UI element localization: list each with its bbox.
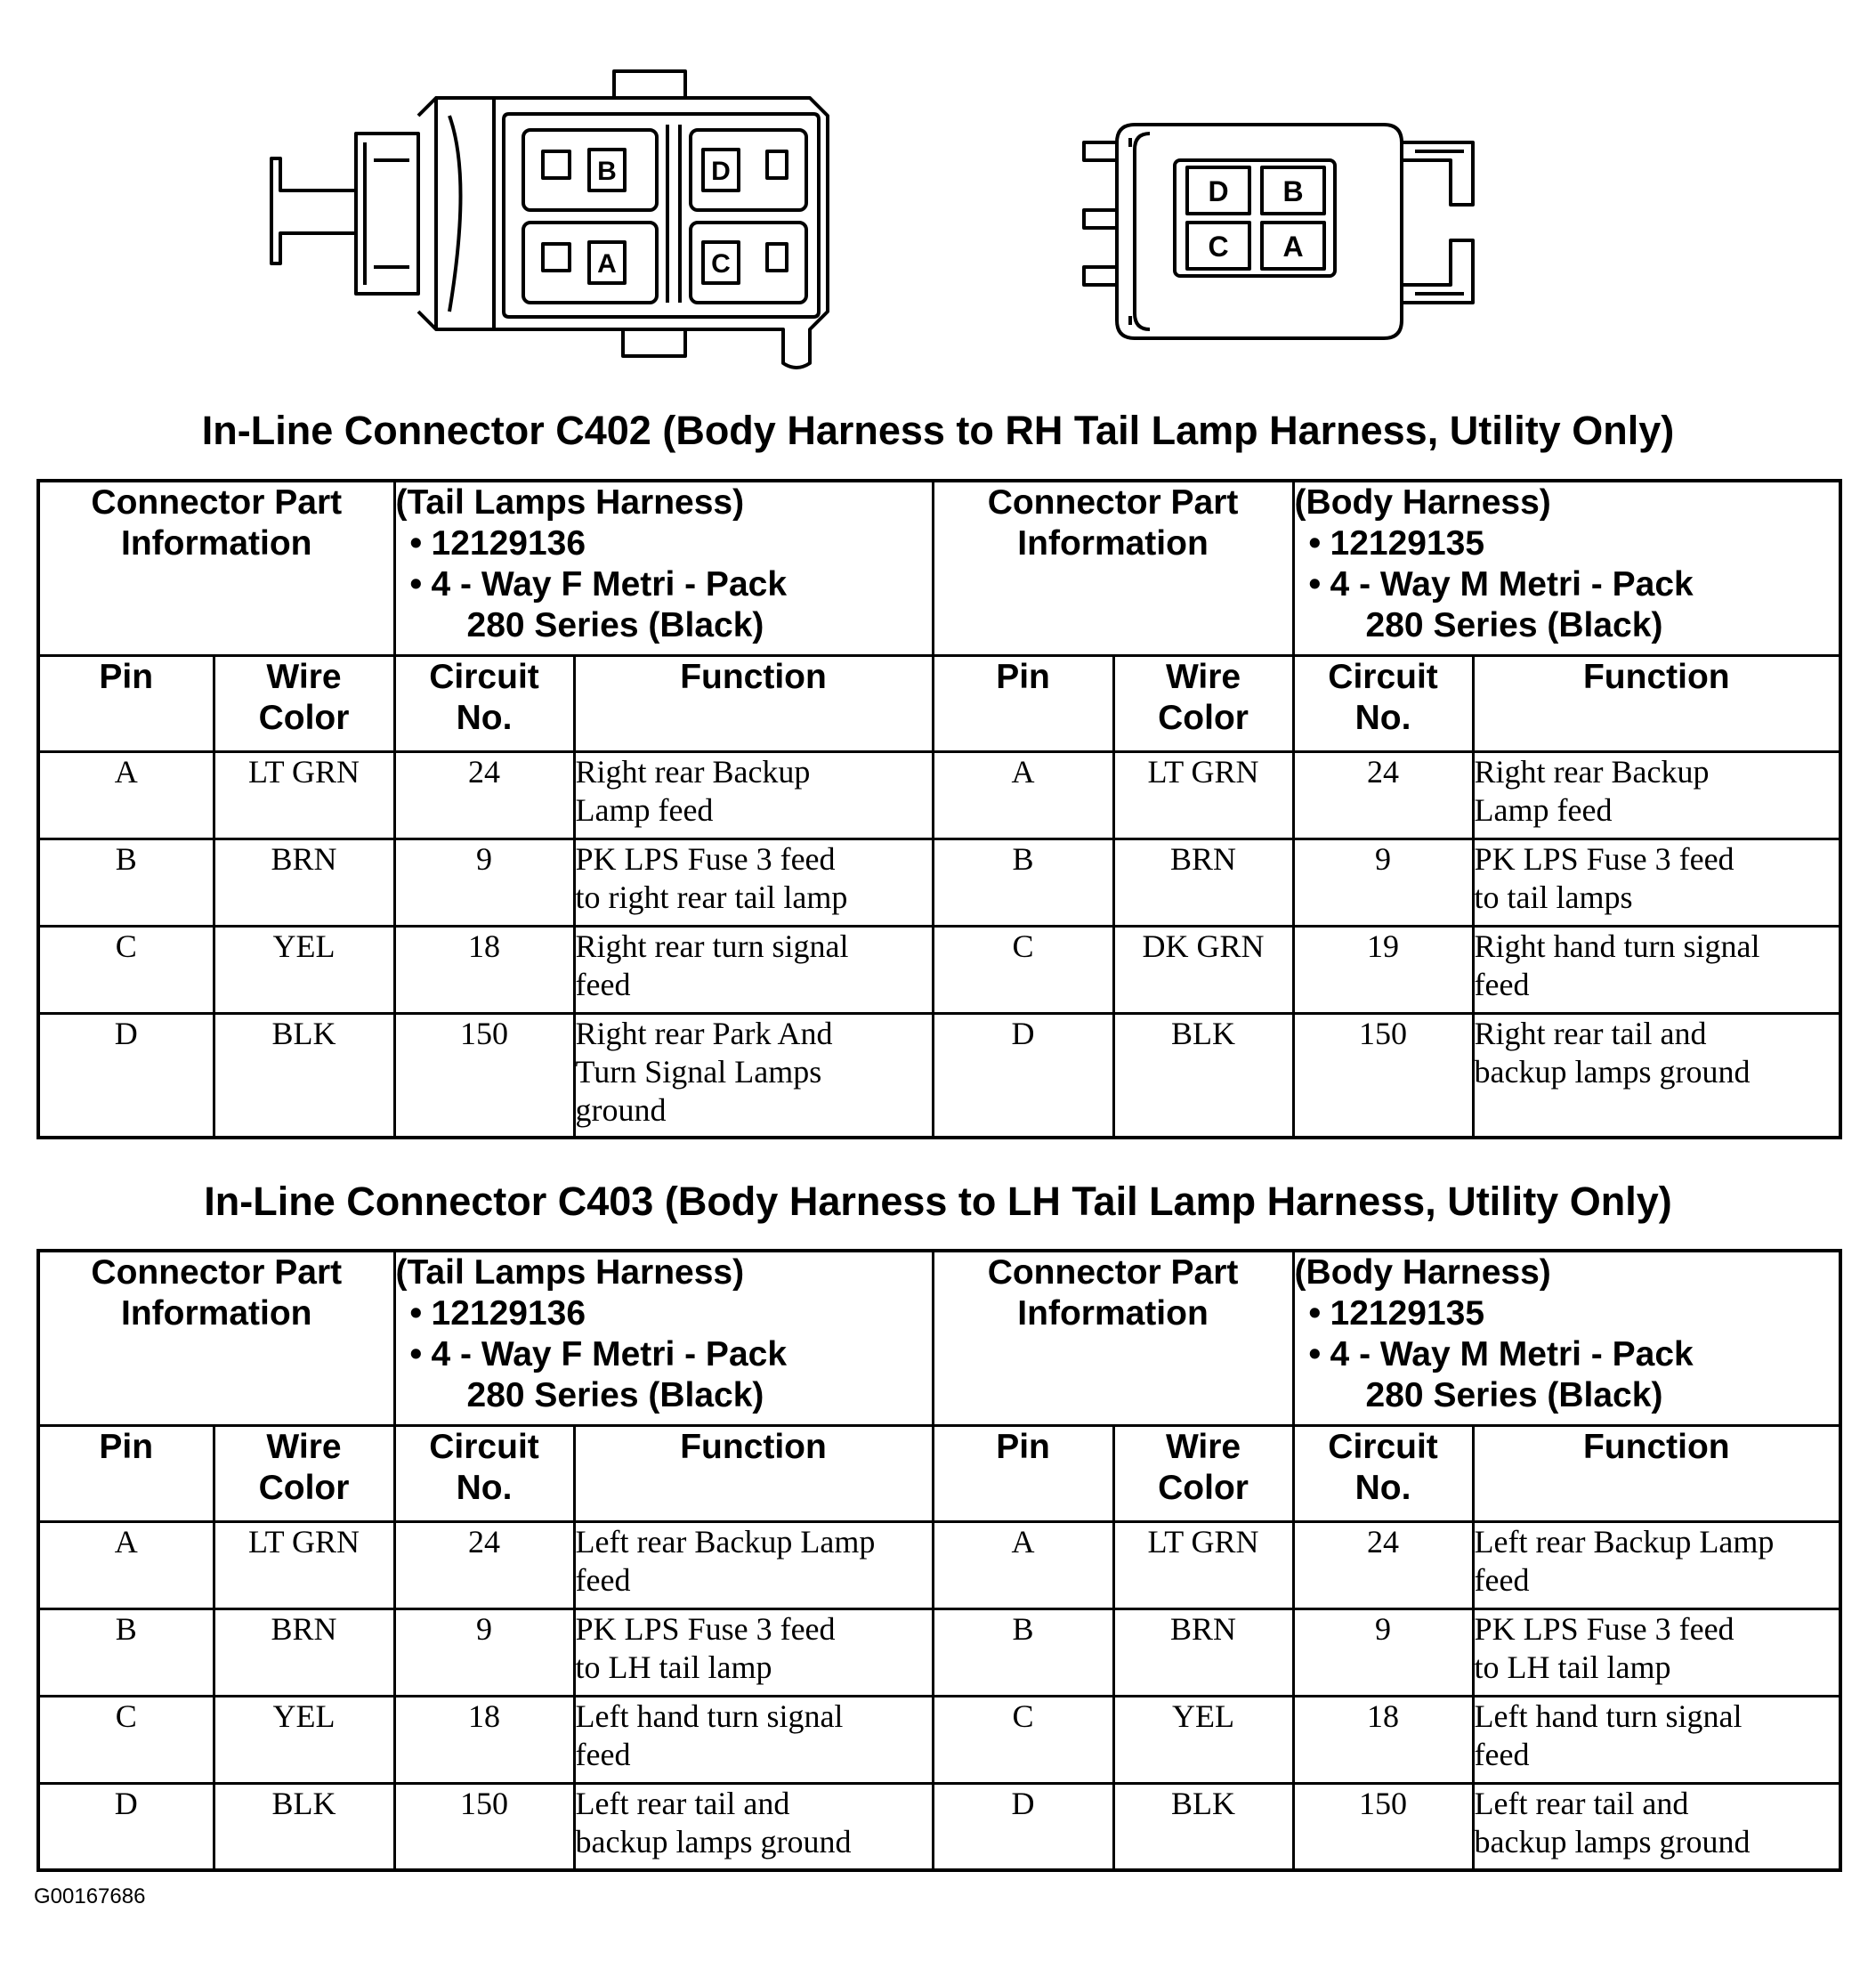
- pin-cell: B: [38, 1608, 214, 1696]
- circuit-cell: 18: [1293, 1696, 1473, 1783]
- pin-cell: A: [38, 751, 214, 839]
- circuit-cell: 150: [394, 1013, 574, 1138]
- function-header: Function: [1473, 655, 1840, 751]
- pin-cell: D: [933, 1783, 1113, 1870]
- circuit-cell: 18: [394, 1696, 574, 1783]
- wire-color-cell: BRN: [1113, 1608, 1293, 1696]
- circuit-cell: 24: [1293, 751, 1473, 839]
- table-row: [38, 1696, 1840, 1783]
- table-row: [38, 1013, 1840, 1138]
- body-harness-spec: (Body Harness) • 12129135 • 4 - Way M Metri - Pack 280 Series (Black): [1293, 1251, 1840, 1425]
- wire-color-cell: LT GRN: [1113, 1521, 1293, 1608]
- table-row: [38, 926, 1840, 1013]
- wire-color-cell: DK GRN: [1113, 926, 1293, 1013]
- pin-cell: A: [38, 1521, 214, 1608]
- function-cell: Left hand turn signal feed: [1473, 1696, 1840, 1783]
- circuit-cell: 9: [394, 1608, 574, 1696]
- wire-color-cell: BRN: [214, 1608, 394, 1696]
- circuit-cell: 24: [1293, 1521, 1473, 1608]
- circuit-cell: 9: [394, 839, 574, 926]
- circuit-cell: 18: [394, 926, 574, 1013]
- column-header-row: [38, 1425, 1840, 1521]
- wire-color-header: Wire Color: [1113, 1425, 1293, 1521]
- function-cell: Right hand turn signal feed: [1473, 926, 1840, 1013]
- function-cell: Left hand turn signal feed: [574, 1696, 933, 1783]
- connector-c403-title: In-Line Connector C403 (Body Harness to LH Tail Lamp Harness, Utility Only): [204, 1179, 1672, 1224]
- pin-cell: D: [38, 1783, 214, 1870]
- function-header: Function: [1473, 1425, 1840, 1521]
- function-cell: Left rear Backup Lamp feed: [574, 1521, 933, 1608]
- function-cell: PK LPS Fuse 3 feed to tail lamps: [1473, 839, 1840, 926]
- wire-color-cell: YEL: [214, 926, 394, 1013]
- table-row: [38, 1783, 1840, 1870]
- wire-color-cell: BLK: [214, 1783, 394, 1870]
- function-header: Function: [574, 1425, 933, 1521]
- female-pin-label: B: [597, 157, 617, 186]
- pin-header: Pin: [933, 655, 1113, 751]
- pin-cell: D: [38, 1013, 214, 1138]
- pin-header: Pin: [38, 655, 214, 751]
- function-cell: Right rear Park And Turn Signal Lamps ground: [574, 1013, 933, 1138]
- function-cell: Left rear tail and backup lamps ground: [1473, 1783, 1840, 1870]
- pin-header: Pin: [933, 1425, 1113, 1521]
- wire-color-header: Wire Color: [214, 1425, 394, 1521]
- function-cell: PK LPS Fuse 3 feed to LH tail lamp: [1473, 1608, 1840, 1696]
- circuit-no-header: Circuit No.: [1293, 1425, 1473, 1521]
- connector-c402-title: In-Line Connector C402 (Body Harness to RH Tail Lamp Harness, Utility Only): [201, 408, 1675, 453]
- circuit-no-header: Circuit No.: [394, 1425, 574, 1521]
- wire-color-cell: BLK: [1113, 1013, 1293, 1138]
- pin-cell: A: [933, 751, 1113, 839]
- wire-color-cell: YEL: [1113, 1696, 1293, 1783]
- connector-c403-table: [36, 1249, 1842, 1872]
- function-header: Function: [574, 655, 933, 751]
- body-harness-spec: (Body Harness) • 12129135 • 4 - Way M Metri - Pack 280 Series (Black): [1293, 481, 1840, 655]
- table-row: [38, 839, 1840, 926]
- male-pin-label: C: [1208, 231, 1229, 263]
- function-cell: Right rear Backup Lamp feed: [1473, 751, 1840, 839]
- connector-part-info-label: Connector Part Information: [933, 481, 1293, 655]
- function-cell: Left rear tail and backup lamps ground: [574, 1783, 933, 1870]
- male-pin-label: B: [1282, 175, 1304, 207]
- circuit-no-header: Circuit No.: [1293, 655, 1473, 751]
- table-row: [38, 1608, 1840, 1696]
- connector-info-row: [38, 1251, 1840, 1425]
- wire-color-cell: BLK: [214, 1013, 394, 1138]
- function-cell: PK LPS Fuse 3 feed to right rear tail lamp: [574, 839, 933, 926]
- pin-cell: A: [933, 1521, 1113, 1608]
- table-row: [38, 1521, 1840, 1608]
- connector-part-info-label: Connector Part Information: [38, 481, 394, 655]
- figure-id: G00167686: [34, 1884, 146, 1908]
- tail-lamps-harness-spec: (Tail Lamps Harness) • 12129136 • 4 - Way F Metri - Pack 280 Series (Black): [394, 481, 933, 655]
- female-pin-label: C: [711, 249, 731, 279]
- wire-color-cell: LT GRN: [1113, 751, 1293, 839]
- pin-cell: B: [933, 839, 1113, 926]
- wire-color-cell: BLK: [1113, 1783, 1293, 1870]
- pin-cell: C: [38, 926, 214, 1013]
- wire-color-cell: BRN: [214, 839, 394, 926]
- tail-lamps-harness-spec: (Tail Lamps Harness) • 12129136 • 4 - Way F Metri - Pack 280 Series (Black): [394, 1251, 933, 1425]
- function-cell: Right rear Backup Lamp feed: [574, 751, 933, 839]
- circuit-cell: 150: [1293, 1013, 1473, 1138]
- wire-color-cell: LT GRN: [214, 1521, 394, 1608]
- pin-cell: D: [933, 1013, 1113, 1138]
- female-pin-label: D: [711, 157, 731, 186]
- female-pin-label: A: [597, 249, 617, 279]
- function-cell: Right rear turn signal feed: [574, 926, 933, 1013]
- function-cell: Right rear tail and backup lamps ground: [1473, 1013, 1840, 1138]
- connector-c402-table: [36, 479, 1842, 1139]
- function-cell: PK LPS Fuse 3 feed to LH tail lamp: [574, 1608, 933, 1696]
- table-row: [38, 751, 1840, 839]
- pin-cell: C: [38, 1696, 214, 1783]
- pin-cell: C: [933, 1696, 1113, 1783]
- circuit-cell: 24: [394, 751, 574, 839]
- connector-diagrams: [0, 0, 1876, 392]
- circuit-cell: 24: [394, 1521, 574, 1608]
- function-cell: Left rear Backup Lamp feed: [1473, 1521, 1840, 1608]
- circuit-cell: 150: [1293, 1783, 1473, 1870]
- column-header-row: [38, 655, 1840, 751]
- connector-part-info-label: Connector Part Information: [933, 1251, 1293, 1425]
- circuit-cell: 150: [394, 1783, 574, 1870]
- circuit-cell: 9: [1293, 839, 1473, 926]
- pin-header: Pin: [38, 1425, 214, 1521]
- male-pin-label: A: [1282, 231, 1304, 263]
- wire-color-cell: YEL: [214, 1696, 394, 1783]
- pin-cell: B: [933, 1608, 1113, 1696]
- connector-info-row: [38, 481, 1840, 655]
- male-connector-diagram: [1084, 125, 1473, 338]
- circuit-cell: 19: [1293, 926, 1473, 1013]
- wire-color-cell: BRN: [1113, 839, 1293, 926]
- connector-part-info-label: Connector Part Information: [38, 1251, 394, 1425]
- circuit-no-header: Circuit No.: [394, 655, 574, 751]
- male-pin-label: D: [1208, 175, 1229, 207]
- circuit-cell: 9: [1293, 1608, 1473, 1696]
- pin-cell: B: [38, 839, 214, 926]
- wire-color-cell: LT GRN: [214, 751, 394, 839]
- pin-cell: C: [933, 926, 1113, 1013]
- female-connector-diagram: [271, 71, 828, 368]
- wire-color-header: Wire Color: [1113, 655, 1293, 751]
- wire-color-header: Wire Color: [214, 655, 394, 751]
